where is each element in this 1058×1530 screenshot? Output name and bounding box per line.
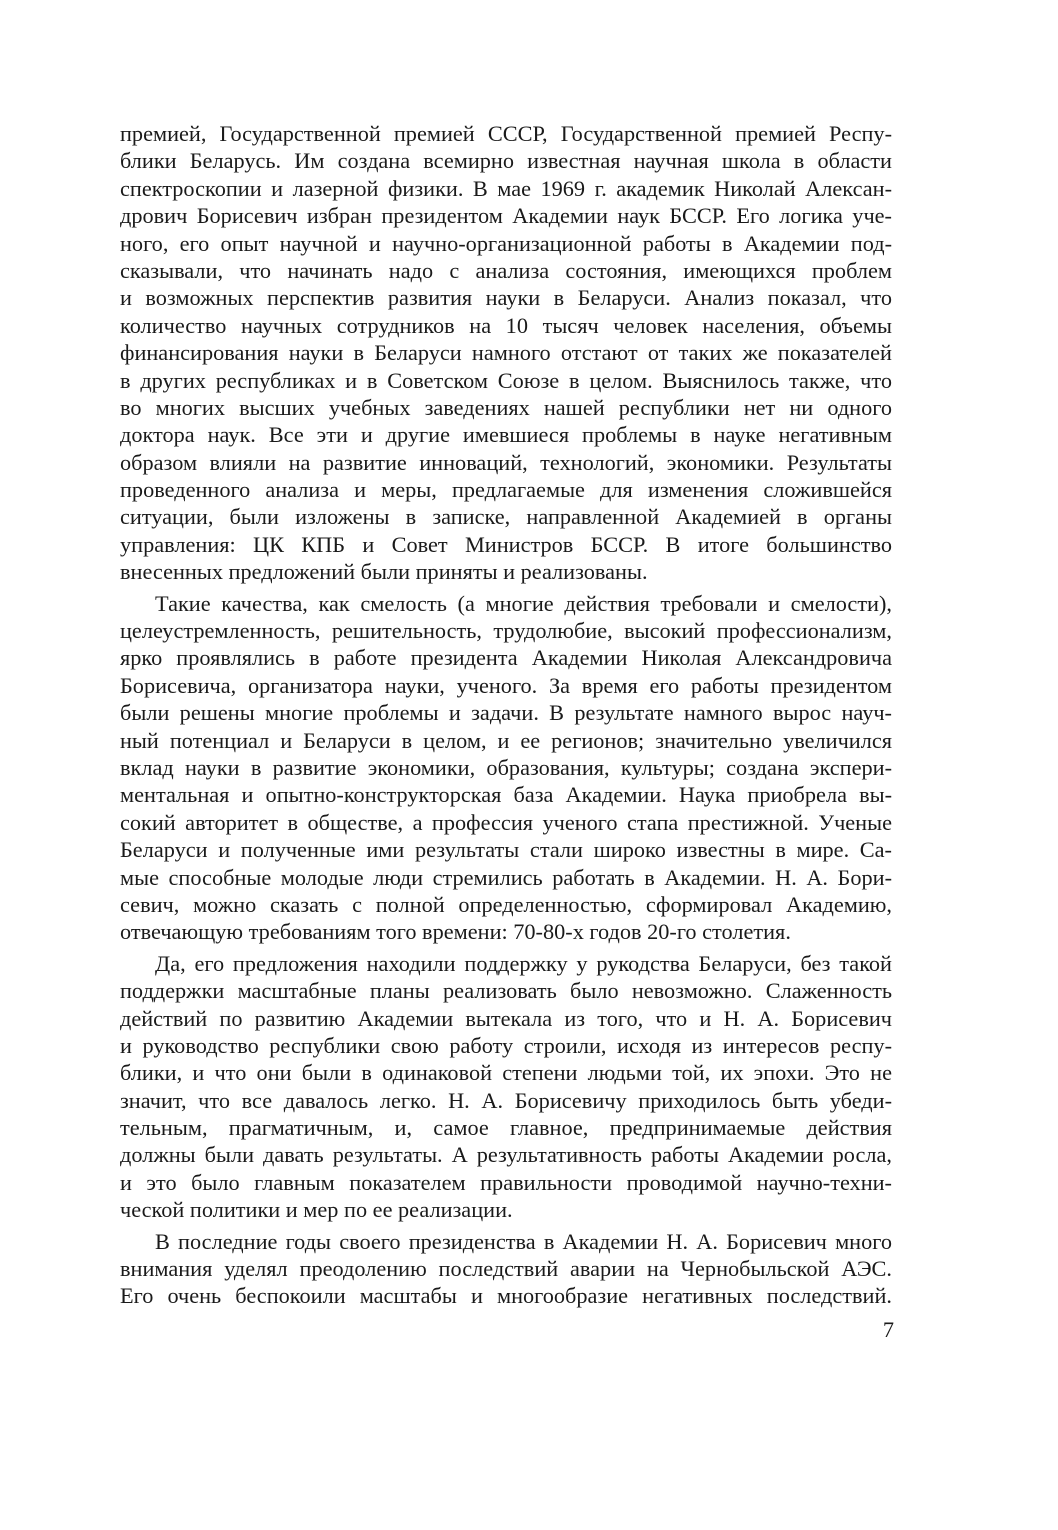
text-line: проведенного анализа и меры, предлагаемые для изменения сложившейся <box>120 477 892 503</box>
text-line: внесенных предложений были приняты и реализованы. <box>120 559 648 585</box>
paragraph <box>120 1228 892 1310</box>
text-line: и руководство республики свою работу строили, исходя из интересов респу- <box>120 1032 892 1058</box>
text-line: сказывали, что начинать надо с анализа состояния, имеющихся проблем <box>120 257 892 283</box>
text-line: значит, что все давалось легко. Н. А. Борисевичу приходилось быть убеди- <box>120 1087 892 1113</box>
text-line: дрович Борисевич избран президентом Академии наук БССР. Его логика уче- <box>120 203 892 229</box>
text-line: спектроскопии и лазерной физики. В мае 1969 г. академик Николай Алексан- <box>120 175 892 201</box>
text-line: тельным, прагматичным, и, самое главное, предпринимаемые действия <box>120 1115 892 1141</box>
text-line: отвечающую требованиям того времени: 70-80-х годов 20-го столетия. <box>120 919 791 945</box>
text-line: целеустремленность, решительность, трудолюбие, высокий профессионализм, <box>120 618 892 644</box>
text-line: блики, и что они были в одинаковой степени людьми той, их эпохи. Это не <box>120 1060 892 1086</box>
text-line: сокий авторитет в обществе, а профессия ученого стапа престижной. Ученые <box>120 809 892 835</box>
paragraph <box>120 950 892 1224</box>
text-line: Борисевича, организатора науки, ученого. За время его работы президентом <box>120 672 892 698</box>
text-line: Его очень беспокоили масштабы и многообразие негативных последствий. <box>120 1283 892 1309</box>
paragraph <box>120 590 892 946</box>
text-line: должны были давать результаты. А результативность работы Академии росла, <box>120 1142 892 1168</box>
text-line: управления: ЦК КПБ и Совет Министров БССР. В итоге большинство <box>120 531 892 557</box>
text-line: образом влияли на развитие инноваций, технологий, экономики. Результаты <box>120 449 892 475</box>
text-line: в других республиках и в Советском Союзе в целом. Выяснилось также, что <box>120 367 892 393</box>
text-line: Беларуси и полученные ими результаты стали широко известны в мире. Са- <box>120 837 892 863</box>
text-line: финансирования науки в Беларуси намного отстают от таких же показателей <box>120 340 892 366</box>
page-number: 7 <box>882 1317 894 1342</box>
text-line: были решены многие проблемы и задачи. В результате намного вырос науч- <box>120 700 892 726</box>
text-line: вклад науки в развитие экономики, образования, культуры; создана экспери- <box>120 754 892 780</box>
body-text <box>120 120 892 1310</box>
text-line: поддержки масштабные планы реализовать было невозможно. Слаженность <box>120 978 892 1004</box>
text-line: блики Беларусь. Им создана всемирно известная научная школа в области <box>120 148 892 174</box>
text-line: ческой политики и мер по ее реализации. <box>120 1197 513 1223</box>
text-line: Да, его предложения находили поддержку у рукодства Беларуси, без такой <box>155 950 892 976</box>
text-line: ный потенциал и Беларуси в целом, и ее регионов; значительно увеличился <box>120 727 892 753</box>
text-line: доктора наук. Все эти и другие имевшиеся проблемы в науке негативным <box>120 422 892 448</box>
text-line: премией, Государственной премией СССР, Государственной премией Респу- <box>120 121 892 146</box>
text-line: действий по развитию Академии вытекала из того, что и Н. А. Борисевич <box>120 1005 892 1031</box>
paragraph <box>120 120 892 586</box>
text-line: количество научных сотрудников на 10 тысяч человек населения, объемы <box>120 312 892 338</box>
text-line: мые способные молодые люди стремились работать в Академии. Н. А. Бори- <box>120 864 892 890</box>
text-line: ментальная и опытно-конструкторская база Академии. Наука приобрела вы- <box>120 782 892 808</box>
text-line: ного, его опыт научной и научно-организационной работы в Академии под- <box>120 230 892 256</box>
text-line: севич, можно сказать с полной определенностью, сформировал Академию, <box>120 891 892 917</box>
text-line: во многих высших учебных заведениях нашей республики нет ни одного <box>120 394 892 420</box>
text-line: и это было главным показателем правильности проводимой научно-техни- <box>120 1169 892 1195</box>
text-line: ситуации, были изложены в записке, направленной Академией в органы <box>120 504 892 530</box>
text-line: ярко проявлялись в работе президента Академии Николая Александровича <box>120 645 892 671</box>
text-line: внимания уделял преодолению последствий аварии на Чернобыльской АЭС. <box>120 1256 892 1282</box>
text-line: В последние годы своего президенства в Академии Н. А. Борисевич много <box>155 1228 892 1254</box>
text-line: Такие качества, как смелость (а многие действия требовали и смелости), <box>155 590 892 616</box>
text-line: и возможных перспектив развития науки в Беларуси. Анализ показал, что <box>120 285 892 311</box>
